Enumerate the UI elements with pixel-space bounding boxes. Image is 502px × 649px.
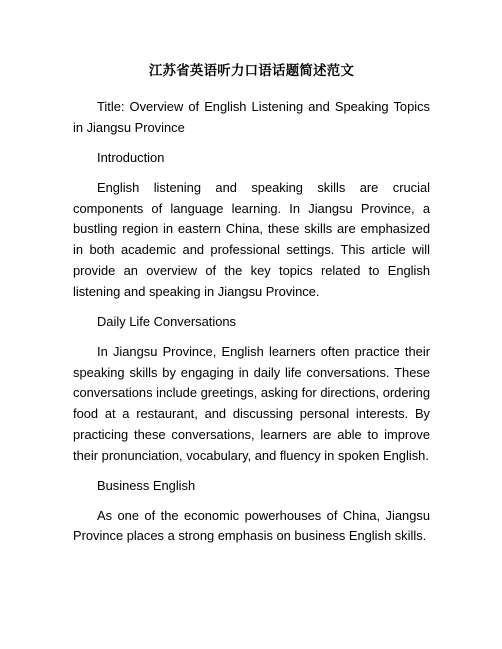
section-heading-business: Business English [97, 477, 196, 493]
daily-life-paragraph: In Jiangsu Province, English learners often practice their speaking skills by engaging in daily life conversations. These conversations include greetings, asking for directions, ordering food at a restaurant, and discussing personal interests. By practicing these conversations, learners are able to improve their pronunciation, vocabulary, and fluency in spoken English. [73, 343, 430, 463]
introduction-paragraph: English listening and speaking skills are crucial components of language learning. In Jiangsu Province, a bustling region in eastern China, these skills are emphasized in both academic and professional settings. This article will provide an overview of the key topics related to English listening and speaking in Jiangsu Province. [73, 179, 430, 299]
business-paragraph: As one of the economic powerhouses of China, Jiangsu Province places a strong emphasis on business English skills. [73, 507, 430, 544]
section-heading-daily-life: Daily Life Conversations [97, 313, 236, 329]
document-title: 江苏省英语听力口语话题简述范文 [148, 64, 355, 79]
section-heading-introduction: Introduction [97, 149, 165, 165]
article-title-paragraph: Title: Overview of English Listening and Speaking Topics in Jiangsu Province [73, 99, 430, 135]
